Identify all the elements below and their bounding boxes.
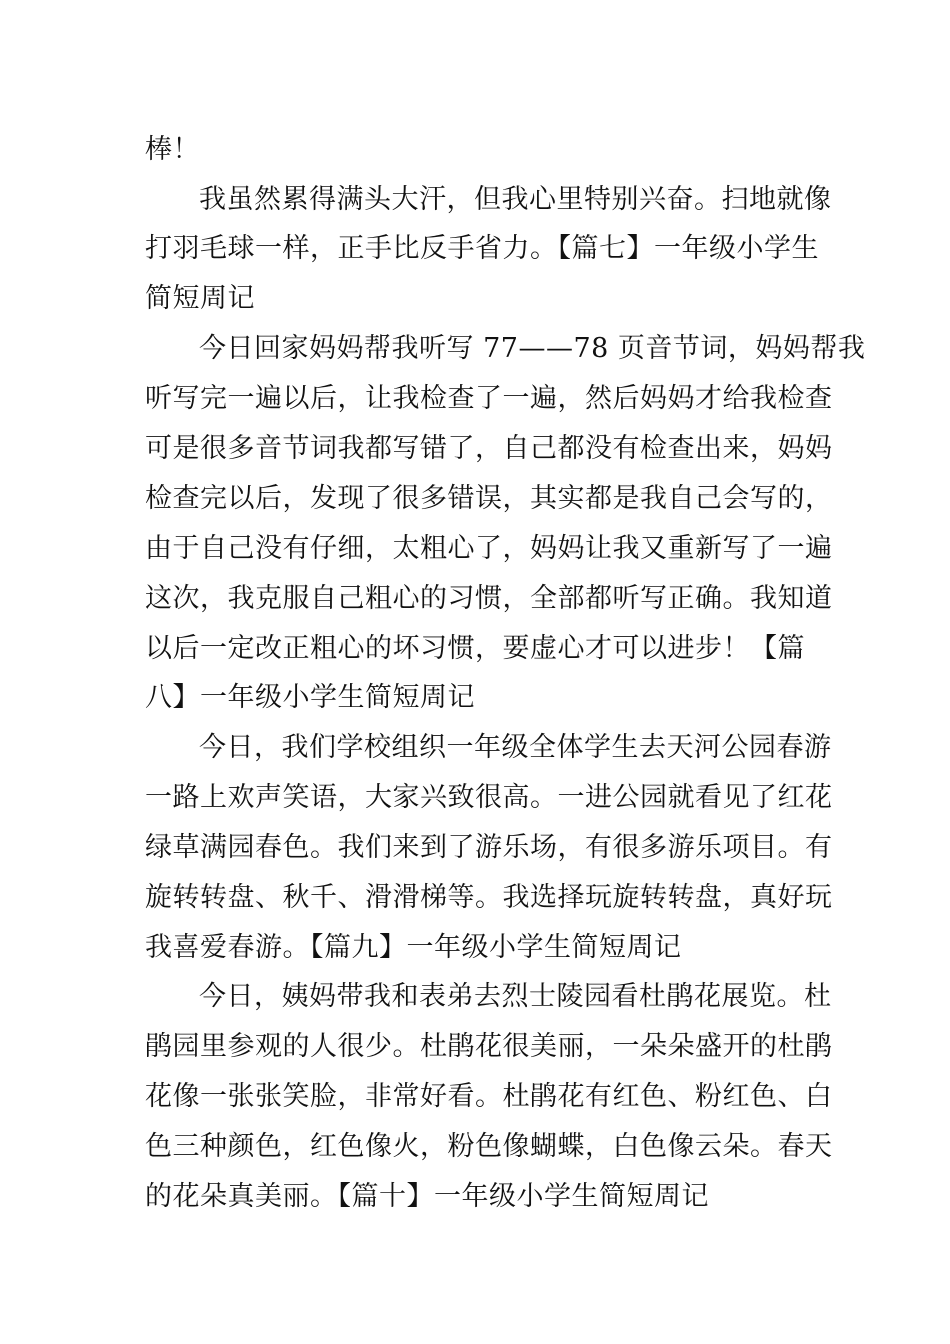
text-line: 鹃园里参观的人很少。杜鹃花很美丽，一朵朵盛开的杜鹃 bbox=[145, 1031, 833, 1062]
text-line: 这次，我克服自己粗心的习惯，全部都听写正确。我知道 bbox=[145, 583, 833, 614]
paragraph-first-line: 今日，姨妈带我和表弟去烈士陵园看杜鹃花展览。杜 bbox=[199, 981, 832, 1012]
text-line: 可是很多音节词我都写错了，自己都没有检查出来，妈妈 bbox=[145, 433, 833, 464]
text-line: 我喜爱春游。【篇九】一年级小学生简短周记 bbox=[145, 932, 682, 963]
text-line: 检查完以后，发现了很多错误，其实都是我自己会写的， bbox=[145, 483, 833, 514]
text-line: 花像一张张笑脸，非常好看。杜鹃花有红色、粉红色、白 bbox=[145, 1081, 833, 1112]
text-line: 听写完一遍以后，让我检查了一遍，然后妈妈才给我检查 bbox=[145, 383, 833, 414]
text-line: 旋转转盘、秋千、滑滑梯等。我选择玩旋转转盘，真好玩 bbox=[145, 882, 833, 913]
text-line: 的花朵真美丽。【篇十】一年级小学生简短周记 bbox=[145, 1181, 709, 1212]
text-line: 八】一年级小学生简短周记 bbox=[145, 682, 475, 713]
text-line: 打羽毛球一样，正手比反手省力。【篇七】一年级小学生 bbox=[145, 233, 819, 264]
text-line: 一路上欢声笑语，大家兴致很高。一进公园就看见了红花 bbox=[145, 782, 833, 813]
paragraph-first-line: 今日回家妈妈帮我听写 77——78 页音节词，妈妈帮我 bbox=[199, 333, 866, 364]
text-line: 绿草满园春色。我们来到了游乐场，有很多游乐项目。有 bbox=[145, 832, 833, 863]
paragraph-first-line: 今日，我们学校组织一年级全体学生去天河公园春游 bbox=[199, 732, 832, 763]
text-line: 色三种颜色，红色像火，粉色像蝴蝶，白色像云朵。春天 bbox=[145, 1131, 833, 1162]
text-line: 棒！ bbox=[145, 134, 200, 165]
text-line: 由于自己没有仔细，太粗心了，妈妈让我又重新写了一遍 bbox=[145, 533, 833, 564]
text-line: 简短周记 bbox=[145, 283, 255, 314]
text-line: 以后一定改正粗心的坏习惯，要虚心才可以进步！【篇 bbox=[145, 633, 805, 664]
paragraph-first-line: 我虽然累得满头大汗，但我心里特别兴奋。扫地就像 bbox=[199, 184, 832, 215]
